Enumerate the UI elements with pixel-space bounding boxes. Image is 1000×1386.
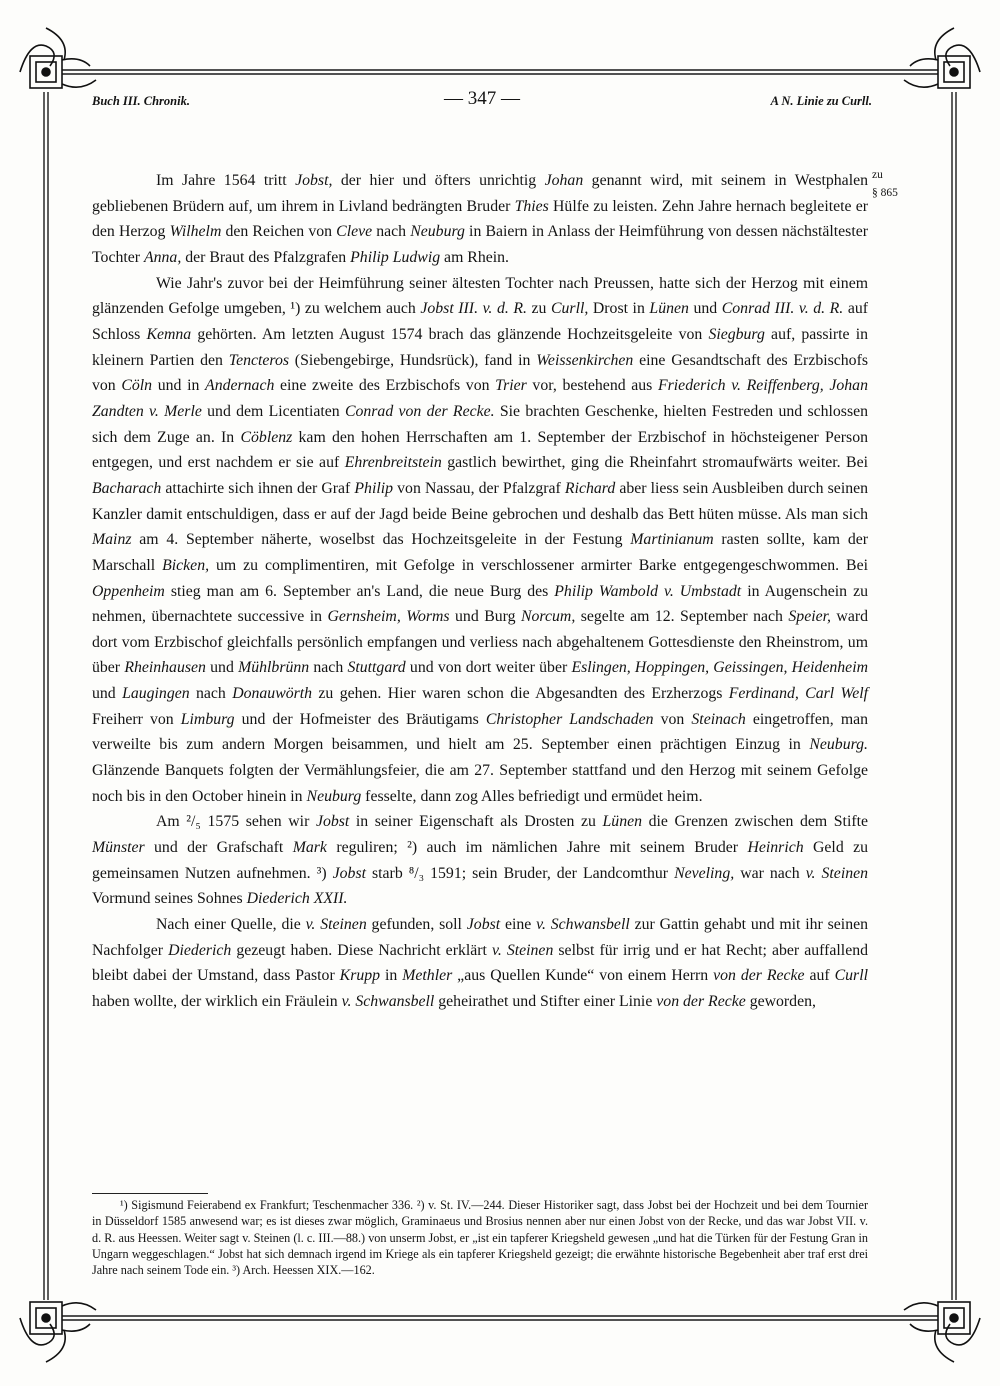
- text-run: am Rhein.: [440, 248, 509, 266]
- italic-run: Cleve: [336, 223, 373, 241]
- text-run: Freiherr von: [92, 710, 181, 728]
- italic-run: Neveling,: [674, 864, 735, 882]
- text-run: in Augenschein zu nehmen, übernachtete successive in: [92, 582, 868, 626]
- italic-run: Friederich v. Reiffenberg, Johan Zandten v. Merle: [92, 377, 868, 420]
- text-run: in seiner Eigenschaft als Drosten zu: [349, 813, 603, 831]
- italic-run: Rheinhausen: [124, 659, 206, 677]
- text-run: eine: [500, 916, 537, 934]
- italic-run: Neuburg: [306, 787, 362, 805]
- italic-run: Krupp: [339, 967, 381, 985]
- italic-run: Mark: [292, 839, 327, 857]
- text-run: und: [688, 300, 722, 318]
- text-run: den Reichen von: [221, 223, 337, 241]
- text-run: in: [380, 967, 403, 985]
- italic-run: Kemna: [146, 325, 192, 343]
- italic-run: Thies: [514, 197, 549, 215]
- text-run: Geld zu gemeinsamen Nutzen aufnehmen. ³): [92, 839, 869, 882]
- running-header: [92, 88, 872, 118]
- text-run: reguliren; ²) auch im nämlichen Jahre mit seinem Bruder: [326, 839, 748, 857]
- text-run: aber liess sein Ausbleiben durch seinen Kanzler damit entschuldigen, dass er auf der Jagd beide Beine gebrochen und deshalb das Bett hüten müsse. Als man sich: [92, 479, 869, 523]
- text-run: nach: [309, 659, 348, 677]
- text-run: stieg man am 6. September an's Land, die neue Burg des: [164, 582, 555, 600]
- text-run: gefunden, soll: [366, 916, 467, 934]
- text-run: Sie brachten Geschenke, hielten Festreden und schlossen sich dem Zuge an. In: [92, 402, 869, 446]
- text-run: Nach einer Quelle, die: [156, 916, 306, 934]
- corner-ornament-bottom-right: [904, 1302, 980, 1362]
- italic-run: Andernach: [205, 377, 275, 395]
- italic-run: Limburg: [180, 710, 235, 728]
- italic-run: Ferdinand, Carl Welf: [728, 685, 869, 703]
- text-run: der hier und öfters unrichtig: [332, 172, 545, 189]
- italic-run: Weissenkirchen: [536, 351, 634, 369]
- text-run: vor, bestehend aus: [526, 377, 658, 395]
- text-run: Wie Jahr's zuvor bei der Heimführung seiner ältesten Tochter nach Preussen, hatte sich der Herzog mit einem glänzenden Gefolge umgeben, ¹) zu welchem auch: [92, 274, 868, 318]
- text-run: zu gehen. Hier waren schon die Abgesandten des Erzherzogs: [312, 685, 729, 703]
- corner-ornament-top-right: [904, 28, 980, 88]
- text-run: auf Schloss: [92, 300, 869, 343]
- italic-run: Martinianum: [630, 531, 714, 549]
- italic-run: Methler: [402, 967, 453, 985]
- italic-run: Conrad III. v. d. R.: [721, 300, 844, 318]
- italic-run: Curll,: [551, 300, 589, 318]
- header-book-title: Buch III. Chronik.: [92, 94, 190, 108]
- text-run: fesselte, dann zog Alles befriedigt und ermüdet heim.: [361, 787, 703, 805]
- italic-run: Bicken,: [162, 556, 210, 574]
- italic-run: Tencteros: [228, 351, 289, 369]
- text-run: eine Gesandtschaft des Erzbischofs von: [92, 351, 868, 395]
- italic-run: v. Schwansbell: [341, 993, 435, 1010]
- text-run: rasten sollte, kam der Marschall: [92, 531, 869, 574]
- italic-run: Stuttgard: [347, 659, 406, 677]
- text-run: ¹) Sigismund Feierabend ex Frankfurt; Teschenmacher 336. ²) v. St. IV.—244. Dieser Historiker sagt, dass Jobst bei der Hochzeit und bei dem Tournier in Düsseldorf 1585 anwesend war; es ist dieses zwar möglich, Graminaeus und Brosius nennen aber nur einen Jobst von der Recke, und das war Jobst VII. v. d. R. aus Heessen. Weiter sagt v. Steinen (l. c. III.—88.) von unserm Jobst, er „ist ein tapferer Kriegsheld gewesen „und hat die Türken für der Festung Gran in Ungarn weggeschlagen.“ Jobst hat sich demnach irgend im Kriege als ein tapferer Kriegsheld gezeigt; die erwähnte historische Begebenheit aber traf erst drei Jahre nach seinem Tode ein. ³) Arch. Heessen XIX.—162.: [92, 1198, 868, 1278]
- italic-run: Lünen: [649, 300, 689, 318]
- italic-run: Jobst,: [295, 172, 333, 189]
- paragraph: [92, 912, 868, 1015]
- italic-run: Anna,: [143, 248, 182, 266]
- text-run: „aus Quellen Kunde“ von einem Herrn: [452, 967, 714, 985]
- text-run: segelte am 12. September nach: [575, 608, 789, 626]
- italic-run: Diederich XXII.: [246, 890, 348, 908]
- margin-reference: [872, 166, 910, 202]
- header-section-title: A N. Linie zu Curll.: [770, 94, 872, 108]
- paragraph: [92, 271, 868, 810]
- italic-run: Curll: [834, 967, 868, 985]
- italic-run: Conrad von der Recke.: [344, 402, 495, 420]
- italic-run: Gernsheim, Worms: [327, 608, 450, 626]
- text-run: starb ⁸/₃ 1591; sein Bruder, der Landcomthur: [366, 864, 675, 882]
- italic-run: Laugingen: [122, 685, 190, 703]
- paragraph: [92, 809, 868, 912]
- text-run: von Nassau, der Pfalzgraf: [393, 479, 565, 497]
- text-run: und der Grafschaft: [144, 839, 293, 857]
- body-text: [92, 168, 868, 1015]
- corner-ornament-top-left: [20, 28, 96, 88]
- italic-run: Jobst III. v. d. R.: [420, 300, 527, 318]
- italic-run: Christopher Landschaden: [485, 710, 654, 728]
- text-run: gezeugt haben. Diese Nachricht erklärt: [231, 941, 492, 959]
- italic-run: Wilhelm: [169, 223, 222, 241]
- italic-run: Donauwörth: [232, 685, 313, 703]
- text-run: selbst für irrig und er hat Recht; aber auffallend bleibt dabei der Umstand, dass Pastor: [92, 941, 869, 985]
- text-run: und in: [152, 377, 206, 395]
- italic-run: Speier,: [788, 608, 831, 626]
- italic-run: Steinach: [691, 710, 746, 728]
- italic-run: Jobst: [315, 813, 350, 831]
- text-run: zu: [526, 300, 551, 318]
- text-run: Vormund seines Sohnes: [92, 890, 247, 908]
- italic-run: Cöln: [121, 377, 153, 395]
- text-run: Glänzende Banquets folgten der Vermählungsfeier, die am 27. September stattfand und den Herzog mit seinem Gefolge noch bis in den October hinein in: [92, 762, 868, 805]
- text-run: der Braut des Pfalzgrafen: [181, 248, 351, 266]
- text-run: und: [92, 685, 123, 703]
- text-run: kam den hohen Herrschaften am 1. September der Erzbischof in höchsteigener Person entgegen, und erst nachdem er sie auf: [92, 428, 868, 472]
- footnotes: [92, 1197, 868, 1278]
- text-run: eine zweite des Erzbischofs von: [274, 377, 496, 395]
- footnote: [92, 1197, 868, 1278]
- text-run: zur Gattin gehabt und mit ihr seinen Nachfolger: [92, 916, 868, 959]
- text-run: und dem Licentiaten: [201, 402, 345, 420]
- italic-run: v. Schwansbell: [536, 916, 630, 934]
- text-run: Am ²/₅ 1575 sehen wir: [156, 813, 316, 831]
- text-run: geworden,: [745, 993, 816, 1010]
- italic-run: v. Steinen: [491, 941, 554, 959]
- text-run: nach: [189, 685, 233, 703]
- text-run: attachirte sich ihnen der Graf: [161, 479, 355, 497]
- italic-run: Mühlbrünn: [238, 659, 310, 677]
- italic-run: Cöblenz: [240, 428, 293, 446]
- text-run: geheirathet und Stifter einer Linie: [434, 993, 657, 1010]
- text-run: ward dort vom Erzbischof gleichfalls persönlich empfangen und verliess nach abgehaltenem Gottesdienste den Rheinstrom, um über: [92, 608, 869, 677]
- page-number: — 347 —: [444, 88, 520, 109]
- text-run: und der Hofmeister des Bräutigams: [234, 710, 486, 728]
- text-run: und: [205, 659, 239, 677]
- italic-run: Norcum,: [521, 608, 576, 626]
- text-run: eingetroffen, man verweilte bis zum andern Morgen beisammen, und hielt am 25. September einen prächtigen Einzug in: [92, 710, 869, 754]
- text-run: von: [653, 710, 692, 728]
- italic-run: Neuburg.: [809, 736, 868, 754]
- text-run: auf, passirte in kleinern Partien den: [92, 325, 869, 369]
- italic-run: Oppenheim: [92, 582, 165, 600]
- italic-run: v. Steinen: [805, 864, 869, 882]
- italic-run: Bacharach: [92, 479, 162, 497]
- text-run: gehörten. Am letzten August 1574 brach das glänzende Hochzeitsgeleite von: [191, 325, 709, 343]
- italic-run: von der Recke: [656, 993, 746, 1010]
- text-run: gastlich bewirthet, ging die Rheinfahrt stromaufwärts weiter. Bei: [441, 454, 868, 472]
- text-run: am 4. September näherte, woselbst das Hochzeitsgeleite in der Festung: [131, 531, 631, 549]
- italic-run: Jobst: [332, 864, 366, 882]
- italic-run: Trier: [495, 377, 527, 395]
- margin-reference-line: zu: [872, 169, 883, 181]
- italic-run: v. Steinen: [305, 916, 367, 934]
- text-run: auf: [804, 967, 835, 985]
- text-run: war nach: [734, 864, 806, 882]
- italic-run: Philip: [354, 479, 394, 497]
- text-run: und von dort weiter über: [405, 659, 572, 677]
- italic-run: Philip Ludwig: [350, 248, 441, 266]
- italic-run: Richard: [564, 479, 616, 497]
- italic-run: Jobst: [466, 916, 501, 934]
- italic-run: Eslingen, Hoppingen, Geissingen, Heidenheim: [571, 659, 868, 677]
- text-run: um zu complimentiren, mit Gefolge in verschlossener armirter Barke entgegengeschwommen. Bei: [209, 556, 868, 574]
- text-run: nach: [372, 223, 411, 241]
- italic-run: Lünen: [602, 813, 643, 831]
- italic-run: Mainz: [92, 531, 132, 549]
- italic-run: von der Recke: [713, 967, 805, 985]
- text-run: und Burg: [449, 608, 521, 626]
- text-run: haben wollte, der wirklich ein Fräulein: [92, 993, 342, 1010]
- text-run: Drost in: [588, 300, 650, 318]
- italic-run: Diederich: [168, 941, 232, 959]
- text-run: (Siebengebirge, Hundsrück), fand in: [289, 351, 537, 369]
- italic-run: Philip Wambold v. Umbstadt: [554, 582, 742, 600]
- italic-run: Johan: [544, 172, 584, 189]
- italic-run: Ehrenbreitstein: [344, 454, 442, 472]
- text-run: genannt wird, mit seinem in Westphalen gebliebenen Brüdern auf, um ihrem in Livland bedrängten Bruder: [92, 172, 868, 215]
- text-run: Hülfe zu leisten. Zehn Jahre hernach begleitete er den Herzog: [92, 197, 868, 241]
- text-run: Im Jahre 1564 tritt: [156, 172, 296, 189]
- corner-ornament-bottom-left: [20, 1302, 96, 1362]
- text-run: in Baiern in Anlass der Heimführung von dessen nächstältester Tochter: [92, 223, 868, 266]
- margin-reference-line: § 865: [872, 187, 898, 199]
- text-run: die Grenzen zwischen dem Stifte: [642, 813, 868, 831]
- italic-run: Siegburg: [708, 325, 765, 343]
- italic-run: Heinrich: [747, 839, 804, 857]
- paragraph: [92, 168, 868, 271]
- italic-run: Münster: [92, 839, 145, 857]
- italic-run: Neuburg: [410, 223, 465, 241]
- footnote-divider: [92, 1193, 208, 1194]
